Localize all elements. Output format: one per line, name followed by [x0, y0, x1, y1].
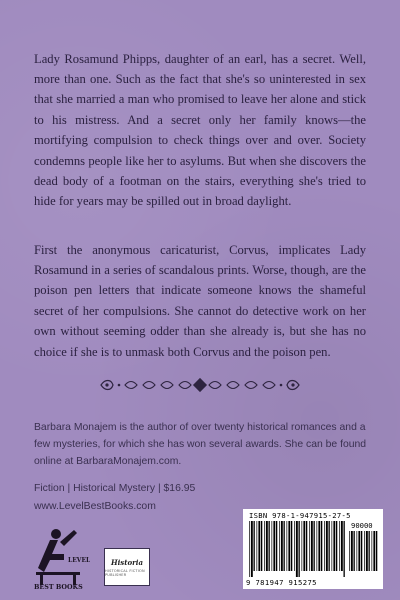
barcode-bar: [273, 521, 275, 571]
barcode-bar: [272, 521, 273, 571]
barcode-bar: [357, 531, 358, 571]
barcode-bar: [332, 521, 333, 571]
imprint-name: Historia: [111, 557, 143, 567]
barcode-bar: [279, 521, 280, 571]
barcode-bar: [376, 531, 377, 571]
barcode-bar: [358, 531, 360, 571]
barcode-bar: [321, 521, 322, 571]
blurb-paragraph-1: Lady Rosamund Phipps, daughter of an earl, has a secret. Well, more than one. Such as the fact that she's so uninterested in sex that she married a man who promised to leave her alone and stick to his mistress. And a secret only her family knows—the mortifying compulsion to check things over and over. Society condemns people like her to asylums. But when she discovers the dead body of a footman on the stairs, everything she's tried to hide for years may be spilled out in broad daylight.: [34, 51, 366, 209]
barcode-bar: [349, 531, 350, 571]
barcode-bar: [258, 521, 260, 571]
divider-flourish-icon: [95, 375, 305, 395]
barcode-bar: [329, 521, 330, 571]
barcode-bar: [291, 521, 292, 571]
barcode-bar: [369, 531, 370, 571]
barcode-bar: [284, 521, 285, 571]
barcode-bar: [364, 531, 365, 571]
barcode-bar: [299, 521, 300, 577]
imprint-tagline: HISTORICAL FICTION PUBLISHER: [105, 568, 145, 577]
barcode-bar: [249, 521, 250, 577]
level-best-books-logo: [30, 520, 90, 590]
barcode-digits: 9 781947 915275: [246, 578, 317, 587]
barcode-bar: [324, 521, 325, 571]
barcode-supplement: 90000: [351, 521, 373, 530]
barcode-bar: [306, 521, 307, 571]
barcode-bar: [303, 521, 305, 571]
barcode-bar: [309, 521, 310, 571]
barcode-bar: [302, 521, 303, 571]
barcode-bar: [311, 521, 313, 571]
barcode-bar: [261, 521, 262, 571]
barcode-bar: [339, 521, 340, 571]
barcode-bar: [318, 521, 320, 571]
barcode-bar: [276, 521, 277, 571]
barcode-bar: [326, 521, 328, 571]
barcode-bars-supplement: [349, 531, 379, 577]
barcode-bar: [341, 521, 343, 571]
barcode-bars-main: [249, 521, 345, 577]
publisher-logo-line-2: BEST BOOKS: [34, 583, 83, 590]
publisher-logo-line-1: LEVEL: [68, 557, 90, 564]
barcode-bar: [366, 531, 368, 571]
barcode-bar: [354, 531, 355, 571]
ornamental-divider: [0, 373, 400, 397]
barcode-bar: [372, 531, 373, 571]
isbn-barcode: [243, 509, 383, 589]
category-price: Fiction | Historical Mystery | $16.95: [34, 483, 196, 494]
barcode-bar: [336, 521, 337, 571]
barcode-bar: [266, 521, 268, 571]
blurb-paragraph-2: First the anonymous caricaturist, Corvus, implicates Lady Rosamund in a series of scandalous prints. Worse, though, are the poison pen letters that indicate someone knows the shameful secret of her compulsions. She cannot do detective work on her own without seeming odder than she already is, but she has no choice if she is to unmask both Corvus and the poison pen.: [34, 242, 366, 359]
barcode-bar: [344, 521, 345, 577]
barcode-bar: [264, 521, 265, 571]
barcode-bar: [254, 521, 255, 571]
author-bio: Barbara Monajem is the author of over twenty historical romances and a few mysteries, for which she has won several awards. She can be found online at BarbaraMonajem.com.: [34, 422, 367, 467]
barcode-bar: [373, 531, 375, 571]
historia-imprint-logo: [104, 548, 150, 586]
barcode-bar: [281, 521, 283, 571]
publisher-website: www.LevelBestBooks.com: [34, 501, 156, 512]
barcode-bar: [294, 521, 295, 571]
barcode-bar: [251, 521, 253, 577]
isbn-label: ISBN 978-1-947915-27-5: [249, 511, 351, 520]
barcode-bar: [257, 521, 258, 571]
barcode-bar: [361, 531, 362, 571]
barcode-bar: [287, 521, 288, 571]
barcode-bar: [333, 521, 335, 571]
barcode-bar: [296, 521, 298, 577]
barcode-bar: [314, 521, 315, 571]
barcode-bar: [269, 521, 270, 571]
barcode-bar: [351, 531, 353, 571]
barcode-bar: [288, 521, 290, 571]
barcode-bar: [317, 521, 318, 571]
